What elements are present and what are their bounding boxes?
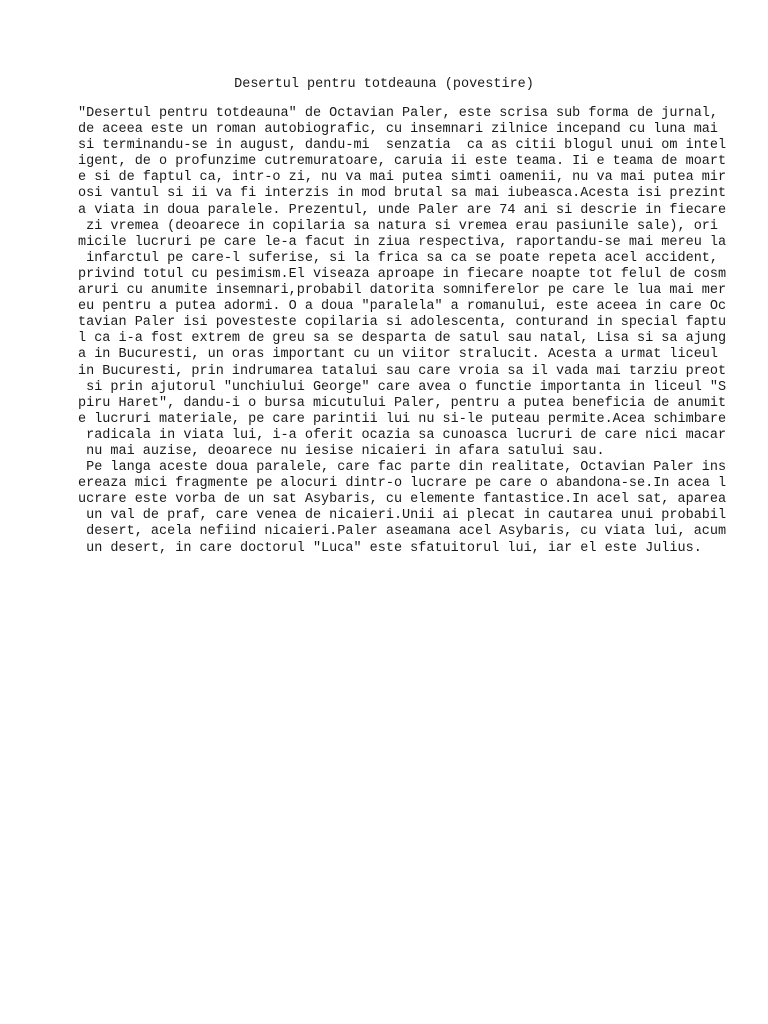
body-text-line: a in Bucuresti, un oras important cu un viitor stralucit. Acesta a urmat liceul xyxy=(78,347,719,363)
body-text-line: aruri cu anumite insemnari,probabil datorita somniferelor pe care le lua mai mer xyxy=(78,283,727,299)
body-text-line: si prin ajutorul "unchiului George" care avea o functie importanta in liceul "S xyxy=(78,379,727,395)
body-text-line: tavian Paler isi povesteste copilaria si adolescenta, conturand in special faptu xyxy=(78,315,727,331)
body-text-line: Pe langa aceste doua paralele, care fac parte din realitate, Octavian Paler ins xyxy=(78,460,727,476)
body-text-line: desert, acela nefiind nicaieri.Paler aseamana acel Asybaris, cu viata lui, acum xyxy=(78,524,727,540)
body-text-line: "Desertul pentru totdeauna" de Octavian Paler, este scrisa sub forma de jurnal, xyxy=(78,106,719,121)
body-text-line: nu mai auzise, deoarece nu iesise nicaieri in afara satului sau. xyxy=(78,443,605,459)
body-text-line: de aceea este un roman autobiografic, cu insemnari zilnice incepand cu luna mai xyxy=(78,122,719,138)
body-text-line: infarctul pe care-l suferise, si la frica sa ca se poate repeta acel accident, xyxy=(78,250,719,266)
body-text-line: ereaza mici fragmente pe alocuri dintr-o lucrare pe care o abandona-se.In acea l xyxy=(78,476,727,492)
body-text-line: un desert, in care doctorul "Luca" este sfatuitorul lui, iar el este Julius. xyxy=(78,540,702,556)
body-text-line: in Bucuresti, prin indrumarea tatalui sau care vroia sa il vada mai tarziu preot xyxy=(78,363,727,379)
document-body xyxy=(78,106,727,557)
body-text-line: a viata in doua paralele. Prezentul, unde Paler are 74 ani si descrie in fiecare xyxy=(78,202,727,218)
body-text-line: igent, de o profunzime cutremuratoare, caruia ii este teama. Ii e teama de moart xyxy=(78,154,727,170)
body-text-line: micile lucruri pe care le-a facut in ziua respectiva, raportandu-se mai mereu la xyxy=(78,234,727,250)
document-title: Desertul pentru totdeauna (povestire) xyxy=(234,77,534,92)
body-text-line: ucrare este vorba de un sat Asybaris, cu elemente fantastice.In acel sat, aparea xyxy=(78,492,727,508)
body-text-line: piru Haret", dandu-i o bursa micutului Paler, pentru a putea beneficia de anumit xyxy=(78,395,727,411)
body-text-line: zi vremea (deoarece in copilaria sa natura si vremea erau pasiunile sale), ori xyxy=(78,218,719,234)
body-text-line: eu pentru a putea adormi. O a doua "paralela" a romanului, este aceea in care Oc xyxy=(78,299,727,315)
body-text-line: e si de faptul ca, intr-o zi, nu va mai putea simti oamenii, nu va mai putea mir xyxy=(78,170,727,186)
body-text-line: un val de praf, care venea de nicaieri.Unii ai plecat in cautarea unui probabil xyxy=(78,508,727,524)
body-text-line: osi vantul si ii va fi interzis in mod brutal sa mai iubeasca.Acesta isi prezint xyxy=(78,186,727,202)
body-text-line: l ca i-a fost extrem de greu sa se desparta de satul sau natal, Lisa si sa ajung xyxy=(78,331,727,347)
body-text-line: privind totul cu pesimism.El viseaza aproape in fiecare noapte tot felul de cosm xyxy=(78,266,727,282)
body-text-line: radicala in viata lui, i-a oferit ocazia sa cunoasca lucruri de care nici macar xyxy=(78,427,727,443)
body-text-line: si terminandu-se in august, dandu-mi senzatia ca as citii blogul unui om intel xyxy=(78,138,727,154)
body-text-line: e lucruri materiale, pe care parintii lui nu si-le puteau permite.Acea schimbare xyxy=(78,411,727,427)
